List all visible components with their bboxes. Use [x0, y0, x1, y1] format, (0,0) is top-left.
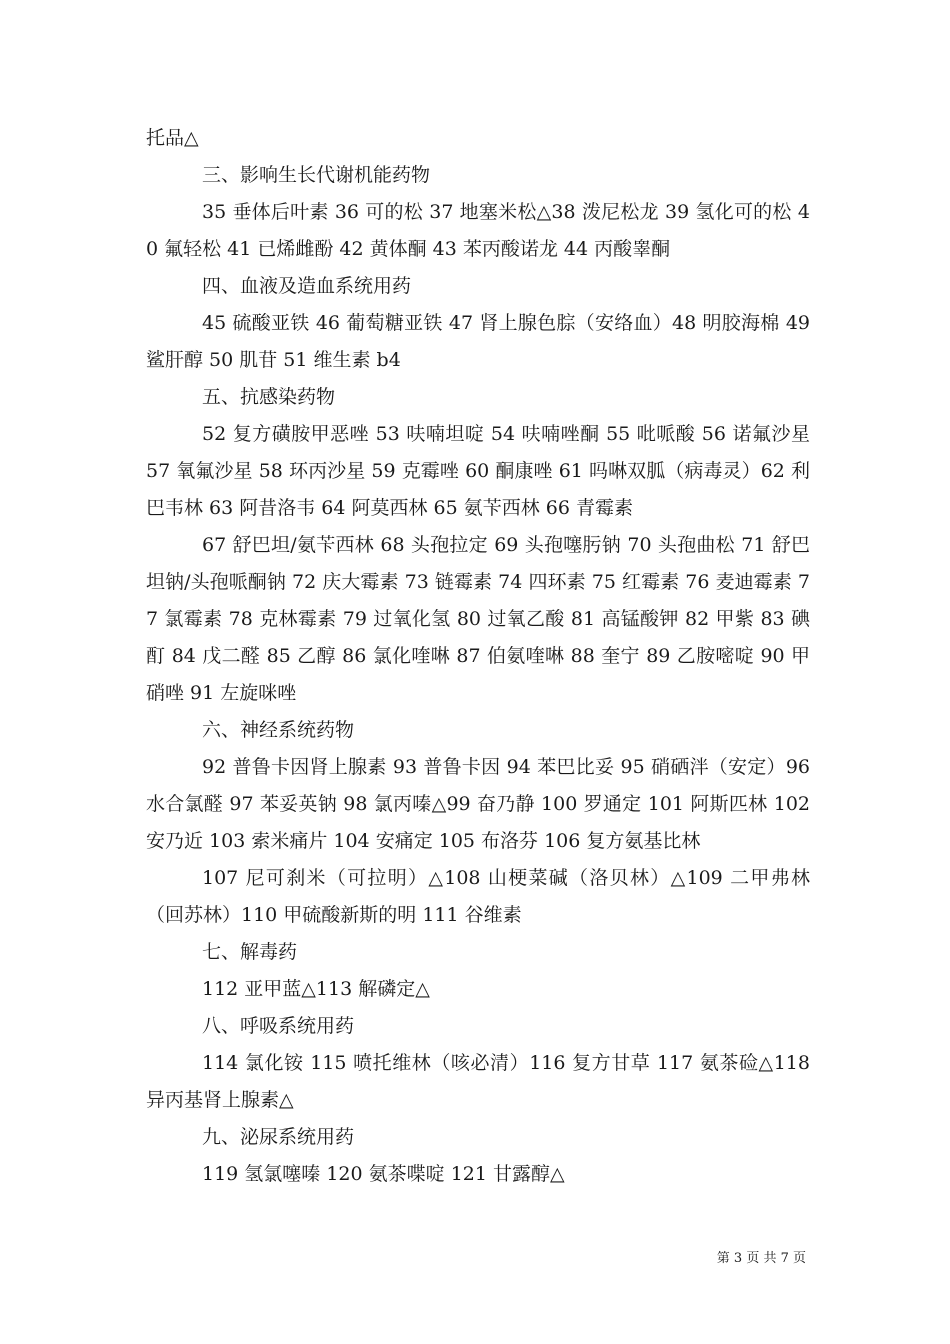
- paragraph-continuation: 托品△: [146, 127, 199, 149]
- paragraph-anti-infection-2: 67 舒巴坦/氨苄西林 68 头孢拉定 69 头孢噻肟钠 70 头孢曲松 71 舒巴坦钠/头孢哌酮钠 72 庆大霉素 73 链霉素 74 四环素 75 红霉素 76 麦迪霉素 77 氯霉素 78 克林霉素 79 过氧化氢 80 过氧乙酸 81 高锰酸钾 82 甲紫 83 碘酊 84 戊二醛 85 乙醇 86 氯化喹啉 87 伯氨喹啉 88 奎宁 89 乙胺嘧啶 90 甲硝唑 91 左旋咪唑: [146, 534, 810, 704]
- paragraph-nervous-system-1: 92 普鲁卡因肾上腺素 93 普鲁卡因 94 苯巴比妥 95 硝硒泮（安定）96 水合氯醛 97 苯妥英钠 98 氯丙嗪△99 奋乃静 100 罗通定 101 阿斯匹林 102 安乃近 103 索米痛片 104 安痛定 105 布洛芬 106 复方氨基比林: [146, 756, 810, 852]
- section-heading-8: 八、呼吸系统用药: [202, 1015, 355, 1037]
- section-heading-9: 九、泌尿系统用药: [202, 1126, 355, 1148]
- document-body: [146, 120, 810, 1193]
- paragraph-anti-infection-1: 52 复方磺胺甲恶唑 53 呋喃坦啶 54 呋喃唑酮 55 吡哌酸 56 诺氟沙星 57 氧氟沙星 58 环丙沙星 59 克霉唑 60 酮康唑 61 吗啉双胍（病毒灵）62 利巴韦林 63 阿昔洛韦 64 阿莫西林 65 氨苄西林 66 青霉素: [146, 423, 810, 519]
- page-number-footer: 第 3 页 共 7 页: [716, 1251, 806, 1266]
- paragraph-blood-drugs: 45 硫酸亚铁 46 葡萄糖亚铁 47 肾上腺色腙（安络血）48 明胶海棉 49 鲨肝醇 50 肌苷 51 维生素 b4: [146, 312, 810, 371]
- paragraph-antidotes: 112 亚甲蓝△113 解磷定△: [202, 978, 430, 1000]
- paragraph-urinary-drugs: 119 氢氯噻嗪 120 氨茶喋啶 121 甘露醇△: [202, 1163, 565, 1185]
- section-heading-7: 七、解毒药: [202, 941, 298, 963]
- section-heading-6: 六、神经系统药物: [202, 719, 355, 741]
- paragraph-respiratory-drugs: 114 氯化铵 115 喷托维林（咳必清）116 复方甘草 117 氨茶硷△118 异丙基肾上腺素△: [146, 1052, 810, 1111]
- paragraph-metabolism-drugs: 35 垂体后叶素 36 可的松 37 地塞米松△38 泼尼松龙 39 氢化可的松 40 氟轻松 41 已烯雌酚 42 黄体酮 43 苯丙酸诺龙 44 丙酸睾酮: [146, 201, 810, 260]
- paragraph-nervous-system-2: 107 尼可刹米（可拉明）△108 山梗菜碱（洛贝林）△109 二甲弗林（回苏林）110 甲硫酸新斯的明 111 谷维素: [146, 867, 810, 926]
- section-heading-4: 四、血液及造血系统用药: [202, 275, 412, 297]
- section-heading-5: 五、抗感染药物: [202, 386, 336, 408]
- section-heading-3: 三、影响生长代谢机能药物: [202, 164, 431, 186]
